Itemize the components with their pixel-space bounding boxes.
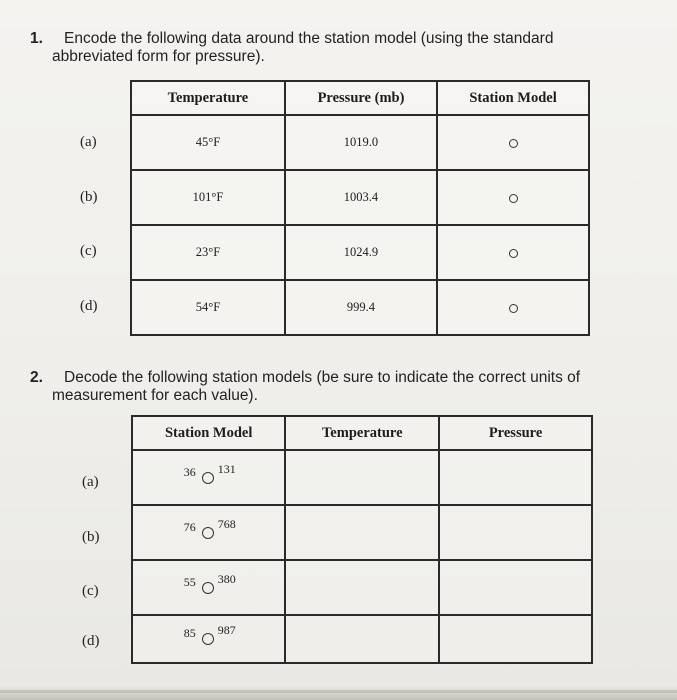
station-model-cell[interactable] (437, 280, 589, 335)
station-model-cell (132, 505, 285, 560)
station-circle-icon (202, 527, 214, 539)
pressure-answer-cell[interactable] (439, 450, 592, 505)
page-bottom-shadow (0, 686, 677, 700)
table-row (131, 280, 589, 335)
pressure-cell: 1019.0 (285, 115, 437, 170)
table-row (132, 615, 592, 663)
model-temperature: 55 (183, 574, 196, 589)
encode-table (130, 80, 590, 336)
row-label-1d: (d) (80, 298, 98, 314)
station-model-cell (132, 615, 285, 663)
pressure-cell: 999.4 (285, 280, 437, 335)
question-1-line-1: Encode the following data around the station model (using the standard (64, 30, 554, 47)
temperature-answer-cell[interactable] (285, 615, 439, 663)
station-model-cell (132, 560, 285, 615)
station-model-cell (132, 450, 285, 505)
station-model (174, 571, 244, 597)
station-model-cell[interactable] (437, 115, 589, 170)
header-station-model: Station Model (437, 81, 589, 115)
row-label-1a: (a) (80, 134, 97, 150)
pressure-answer-cell[interactable] (439, 505, 592, 560)
question-2 (30, 369, 580, 405)
station-circle-icon (509, 194, 518, 203)
pressure-cell: 1003.4 (285, 170, 437, 225)
header-pressure: Pressure (439, 416, 592, 450)
question-2-line-2: measurement for each value). (52, 387, 258, 404)
station-model-cell[interactable] (437, 170, 589, 225)
decode-table (131, 415, 593, 664)
temperature-cell: 101°F (131, 170, 285, 225)
pressure-answer-cell[interactable] (439, 615, 592, 663)
row-label-2d: (d) (82, 633, 100, 649)
header-station-model: Station Model (132, 416, 285, 450)
temperature-answer-cell[interactable] (285, 450, 439, 505)
table-row (131, 115, 589, 170)
station-circle-icon (509, 249, 518, 258)
table-row (132, 450, 592, 505)
question-2-number: 2. (30, 369, 43, 386)
model-pressure: 380 (217, 571, 236, 586)
station-circle-icon (509, 139, 518, 148)
station-model (174, 623, 244, 648)
question-1-number: 1. (30, 30, 43, 47)
model-pressure: 768 (217, 516, 236, 531)
model-temperature: 36 (183, 464, 196, 479)
station-model-cell[interactable] (437, 225, 589, 280)
model-pressure: 131 (217, 461, 236, 476)
question-1 (30, 30, 553, 66)
table-row (132, 560, 592, 615)
table-row (131, 170, 589, 225)
temperature-answer-cell[interactable] (285, 560, 439, 615)
question-2-line-1: Decode the following station models (be sure to indicate the correct units of (64, 369, 581, 386)
question-1-line-2: abbreviated form for pressure). (52, 48, 265, 65)
header-pressure: Pressure (mb) (285, 81, 437, 115)
row-label-2c: (c) (82, 583, 99, 599)
station-circle-icon (202, 582, 214, 594)
table-row (132, 505, 592, 560)
model-pressure: 987 (217, 623, 236, 637)
station-circle-icon (202, 633, 214, 645)
model-temperature: 85 (183, 626, 196, 640)
pressure-cell: 1024.9 (285, 225, 437, 280)
row-label-1c: (c) (80, 243, 97, 259)
temperature-cell: 23°F (131, 225, 285, 280)
station-circle-icon (202, 472, 214, 484)
temperature-cell: 54°F (131, 280, 285, 335)
row-label-1b: (b) (80, 189, 98, 205)
model-temperature: 76 (183, 519, 196, 534)
station-model (174, 516, 244, 542)
station-circle-icon (509, 304, 518, 313)
table-row (131, 225, 589, 280)
temperature-answer-cell[interactable] (285, 505, 439, 560)
header-temperature: Temperature (285, 416, 439, 450)
row-label-2a: (a) (82, 474, 99, 490)
pressure-answer-cell[interactable] (439, 560, 592, 615)
station-model (174, 461, 244, 487)
row-label-2b: (b) (82, 529, 100, 545)
temperature-cell: 45°F (131, 115, 285, 170)
header-temperature: Temperature (131, 81, 285, 115)
